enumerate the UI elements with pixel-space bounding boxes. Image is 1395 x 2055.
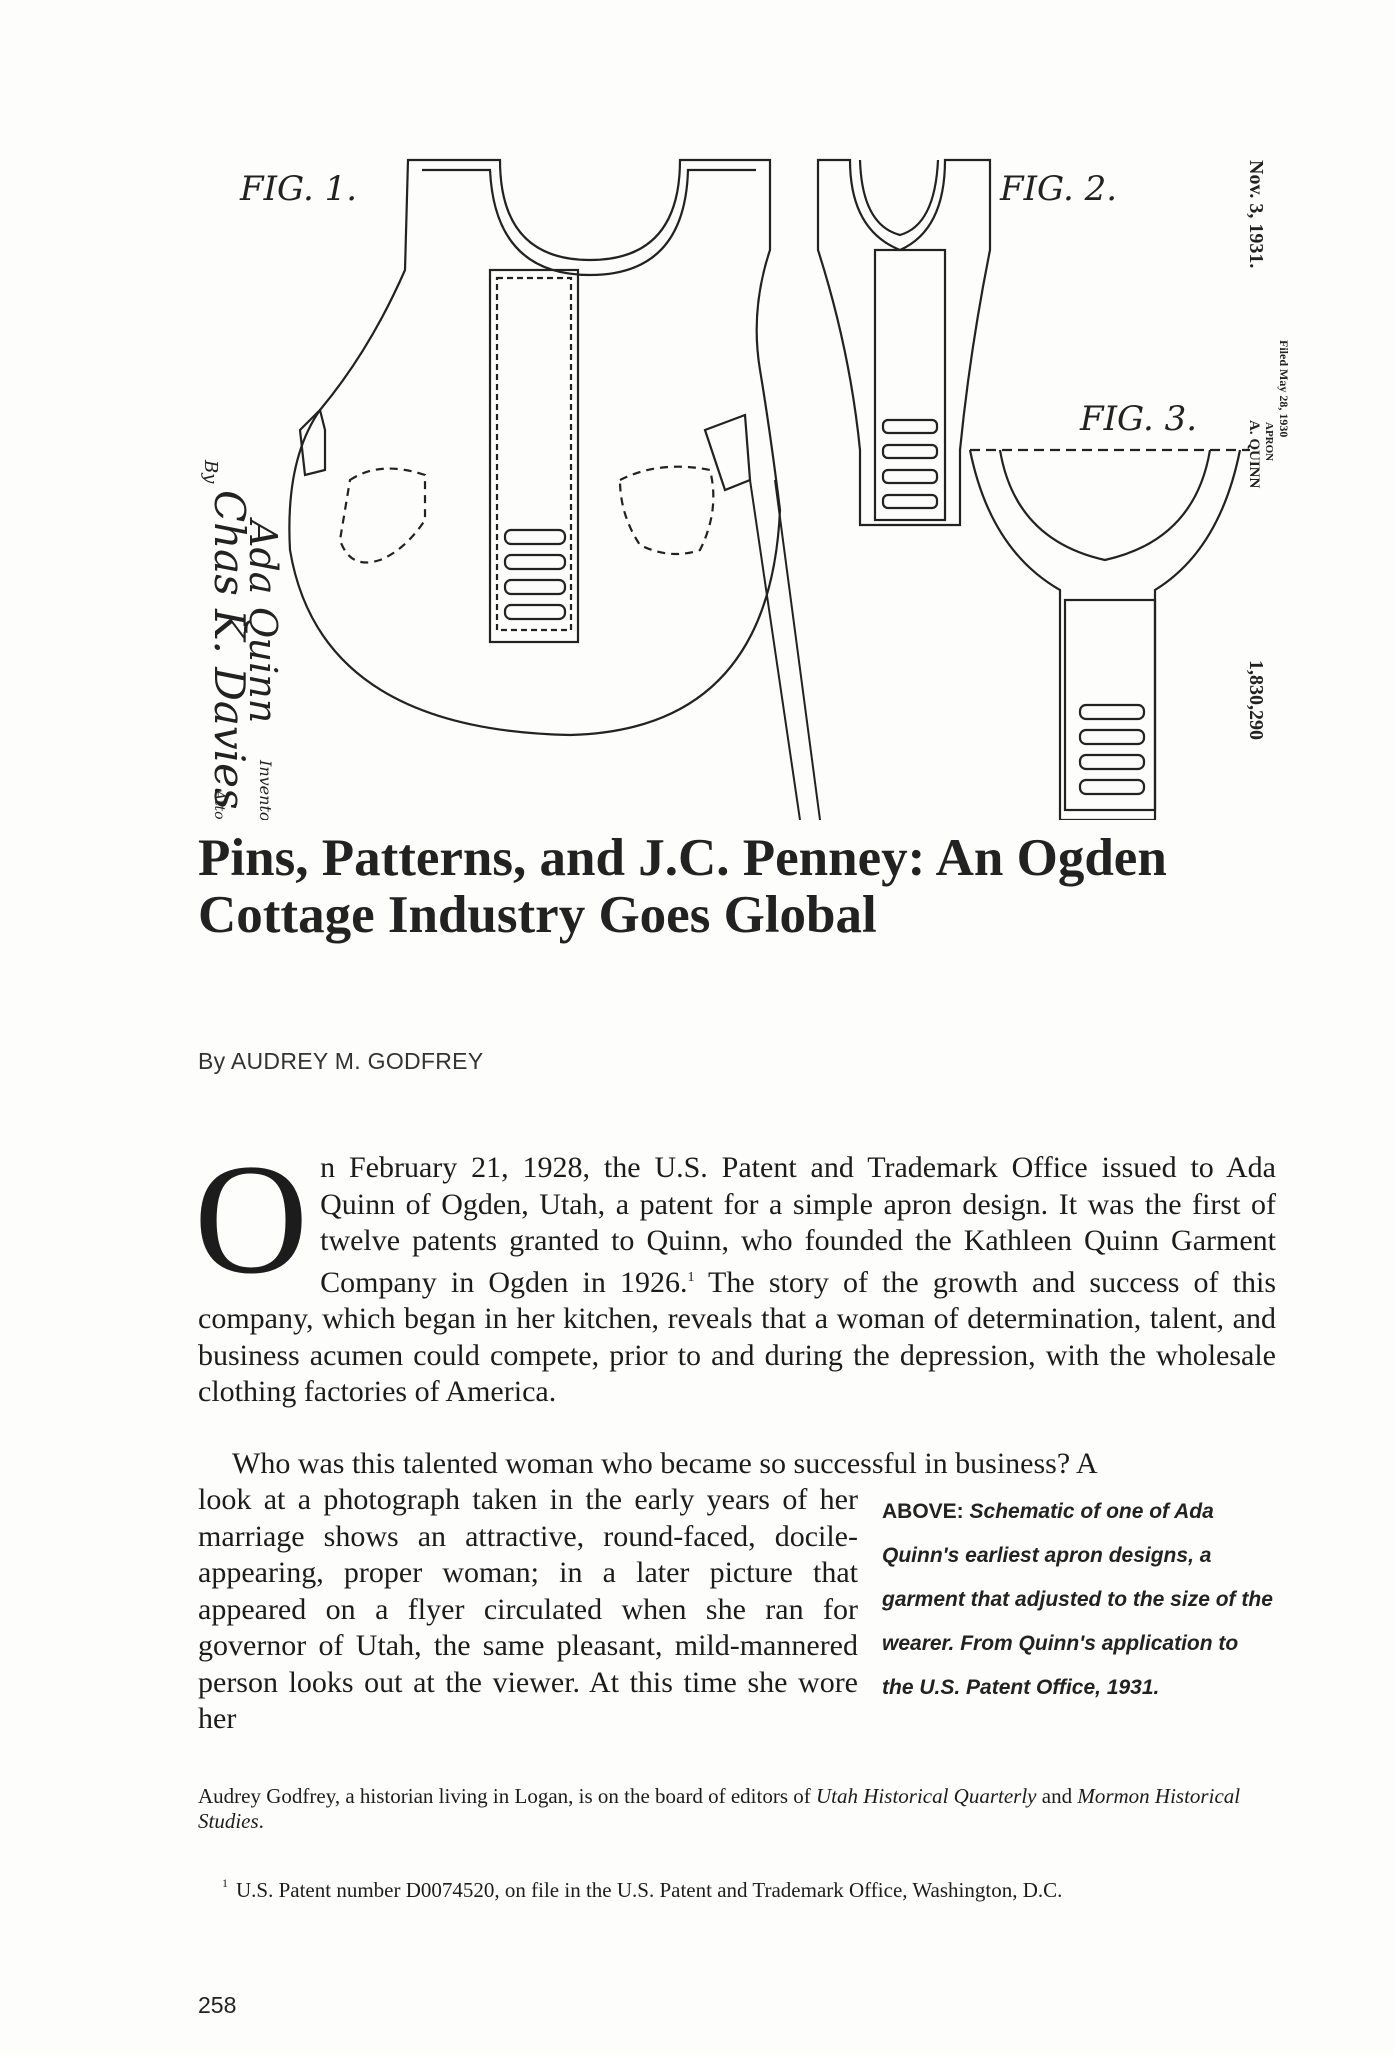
byline: By AUDREY M. GODFREY xyxy=(198,1048,484,1074)
patent-side-text xyxy=(1245,160,1291,740)
page-number: 258 xyxy=(198,1992,237,2018)
bio-end: . xyxy=(258,1809,264,1833)
bio-and: and xyxy=(1036,1784,1078,1808)
paragraph-1-text: n February 21, 1928, the U.S. Patent and Trademark Office issued to Ada Quinn of Ogden, Utah, a patent for a simple apron design. It was the first of twelve patents granted to Quinn, who founded the Kathleen Quinn Garment Company in Ogden in 1926. xyxy=(320,1151,1276,1299)
article-title: Pins, Patterns, and J.C. Penney: An Ogden Cottage Industry Goes Global xyxy=(198,829,1167,944)
caption-text: Schematic of one of Ada Quinn's earliest apron designs, a garment that adjusted to the size of the wearer. From Quinn's application to the U.S. Patent Office, 1931. xyxy=(882,1500,1273,1699)
patent-subject: APRON xyxy=(1263,422,1275,462)
patent-number: 1,830,290 xyxy=(1245,660,1267,740)
footnote-number: 1 xyxy=(222,1876,228,1890)
paragraph-1 xyxy=(198,1150,1276,1411)
footnote-text: U.S. Patent number D0074520, on file in the U.S. Patent and Trademark Office, Washington, D.C. xyxy=(236,1878,1063,1902)
patent-drawing xyxy=(200,130,1310,820)
patent-inventor: A. QUINN xyxy=(1246,420,1262,489)
attorney-role xyxy=(211,788,227,820)
patent-signatures xyxy=(200,459,285,820)
fig2-label: FIG. 2. xyxy=(1000,169,1118,209)
footnote xyxy=(222,1873,1282,1903)
footnote-ref: 1 xyxy=(687,1269,695,1285)
article-intro xyxy=(194,1132,1276,1411)
attorney-signature: Chas K. Davies xyxy=(205,490,254,810)
signature-by: By xyxy=(200,460,221,484)
paragraph-1-rest: The story of the growth and success of this company, which began in her kitchen, reveals that a woman of determination, talent, and business acumen could compete, prior to and during the depression, with the wholesale clothing factories of America. xyxy=(198,1265,1276,1408)
caption-lead: ABOVE: xyxy=(882,1500,964,1523)
author-bio xyxy=(198,1784,1278,1834)
bio-text: Audrey Godfrey, a historian living in Logan, is on the board of editors of xyxy=(198,1784,817,1808)
drop-cap: O xyxy=(194,1132,309,1307)
inventor-signature: Ada Quinn xyxy=(241,520,285,724)
inventor-role: Inventor xyxy=(256,760,275,820)
patent-filed-date: Filed May 28, 1930 xyxy=(1277,340,1291,438)
fig1-label: FIG. 1. xyxy=(240,169,358,209)
bio-journal-2: Mormon Historical Studies xyxy=(198,1784,1241,1833)
paragraph-2-first-line: Who was this talented woman who became so successful in business? A xyxy=(232,1447,1098,1480)
figure-caption xyxy=(882,1490,1274,1710)
apron-schematic xyxy=(200,130,1310,820)
bio-journal-1: Utah Historical Quarterly xyxy=(816,1784,1037,1808)
patent-date: Nov. 3, 1931. xyxy=(1245,160,1267,269)
fig3-label: FIG. 3. xyxy=(1080,399,1198,439)
paragraph-2-column: look at a photograph taken in the early years of her marriage shows an attractive, round-faced, docile-appearing, proper woman; in a later picture that appeared on a flyer circulated when she ran for governor of Utah, the same pleasant, mild-mannered person looks out at the viewer. At this time she wore her xyxy=(198,1483,858,1735)
